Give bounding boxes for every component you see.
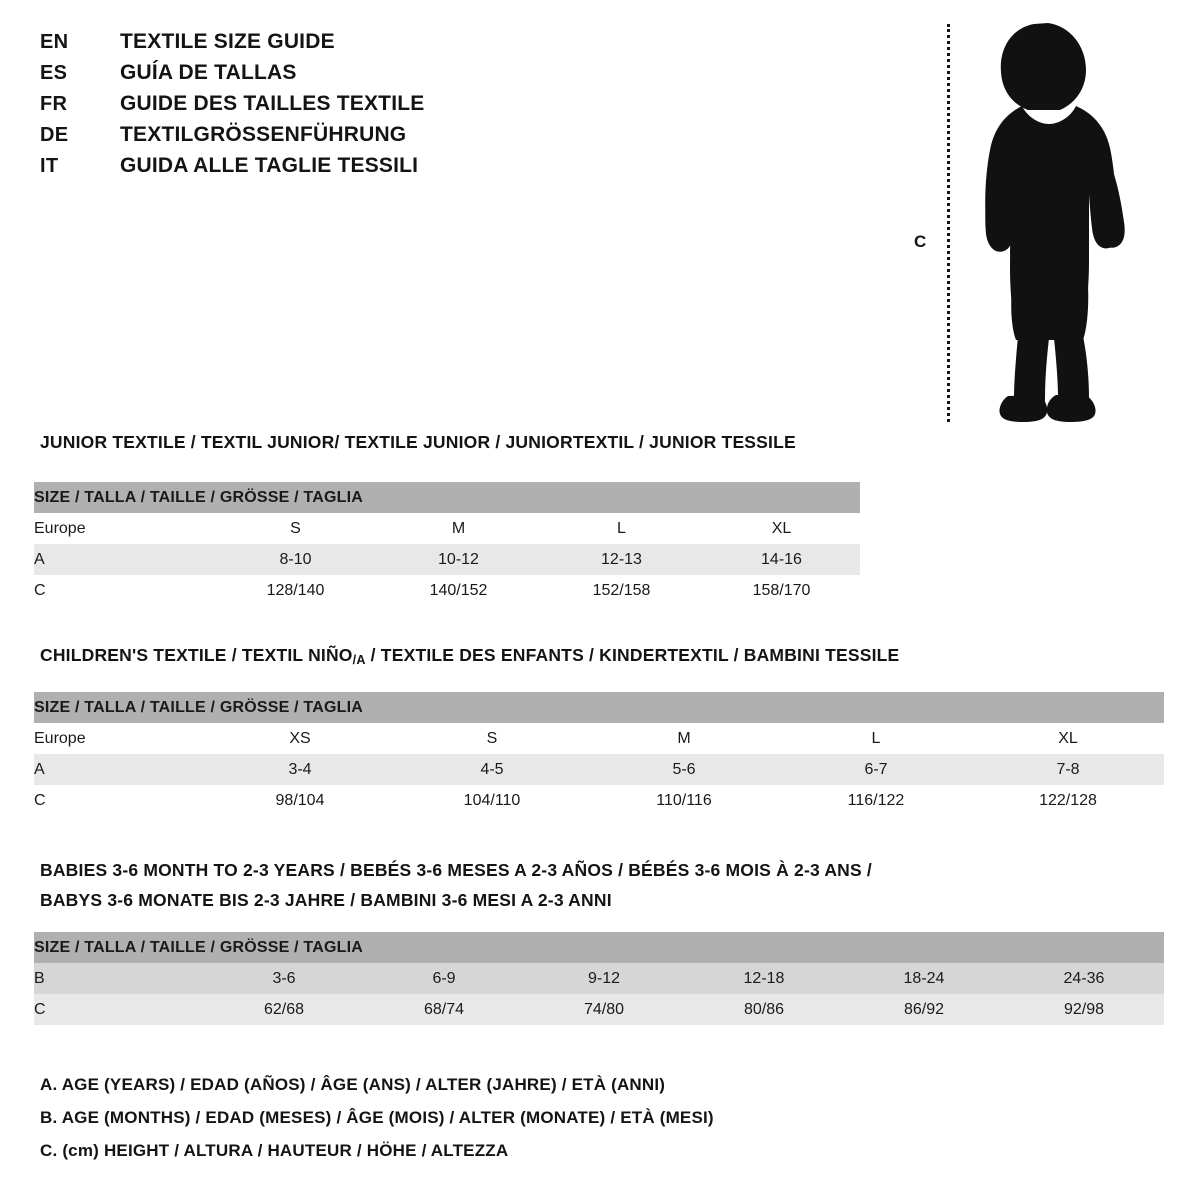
- language-title: GUÍA DE TALLAS: [120, 61, 297, 84]
- cell-value: 9-12: [524, 963, 684, 994]
- row-label: A: [34, 544, 214, 575]
- children-size-table: [34, 692, 1164, 816]
- cell-value: 116/122: [780, 785, 972, 816]
- cell-value: 7-8: [972, 754, 1164, 785]
- language-code: EN: [40, 31, 69, 53]
- babies-title-line2: BABYS 3-6 MONATE BIS 2-3 JAHRE / BAMBINI 3-6 MESI A 2-3 ANNI: [40, 890, 612, 910]
- row-label: Europe: [34, 723, 204, 754]
- cell-value: 6-9: [364, 963, 524, 994]
- row-label: B: [34, 963, 204, 994]
- cell-value: 62/68: [204, 994, 364, 1025]
- cell-value: 80/86: [684, 994, 844, 1025]
- cell-value: 14-16: [703, 544, 860, 575]
- cell-value: 5-6: [588, 754, 780, 785]
- cell-value: 92/98: [1004, 994, 1164, 1025]
- language-title: TEXTILE SIZE GUIDE: [120, 30, 335, 53]
- cell-value: 104/110: [396, 785, 588, 816]
- child-silhouette-icon: [950, 18, 1150, 428]
- cell-value: 86/92: [844, 994, 1004, 1025]
- section-title-junior: JUNIOR TEXTILE / TEXTIL JUNIOR/ TEXTILE JUNIOR / JUNIORTEXTIL / JUNIOR TESSILE: [40, 432, 796, 452]
- cell-value: 18-24: [844, 963, 1004, 994]
- cell-value: L: [780, 723, 972, 754]
- cell-value: 74/80: [524, 994, 684, 1025]
- language-code: ES: [40, 62, 68, 84]
- row-label: C: [34, 994, 204, 1025]
- table-row: [34, 963, 1164, 994]
- language-row: [40, 92, 600, 123]
- cell-value: 122/128: [972, 785, 1164, 816]
- language-title: GUIDA ALLE TAGLIE TESSILI: [120, 154, 419, 177]
- table-row: [34, 785, 1164, 816]
- language-row: [40, 30, 600, 61]
- language-code: FR: [40, 93, 68, 115]
- cell-value: XL: [972, 723, 1164, 754]
- language-title: TEXTILGRÖSSENFÜHRUNG: [120, 123, 407, 146]
- cell-value: 3-4: [204, 754, 396, 785]
- cell-value: M: [588, 723, 780, 754]
- babies-title-line1: BABIES 3-6 MONTH TO 2-3 YEARS / BEBÉS 3-6 MESES A 2-3 AÑOS / BÉBÉS 3-6 MOIS À 2-3 ANS /: [40, 860, 872, 880]
- language-code: IT: [40, 155, 59, 177]
- table-row: [34, 513, 860, 544]
- cell-value: 10-12: [377, 544, 540, 575]
- babies-band-label: SIZE / TALLA / TAILLE / GRÖSSE / TAGLIA: [34, 932, 1164, 963]
- row-label: A: [34, 754, 204, 785]
- cell-value: 4-5: [396, 754, 588, 785]
- measure-label-c: C: [914, 232, 927, 251]
- cell-value: 152/158: [540, 575, 703, 606]
- language-row: [40, 123, 600, 154]
- language-code: DE: [40, 124, 69, 146]
- language-row: [40, 61, 600, 92]
- cell-value: 140/152: [377, 575, 540, 606]
- cell-value: M: [377, 513, 540, 544]
- table-row: [34, 575, 860, 606]
- height-measure-figure: [900, 10, 1160, 430]
- table-row: [34, 754, 1164, 785]
- cell-value: 12-18: [684, 963, 844, 994]
- table-row: [34, 994, 1164, 1025]
- cell-value: XS: [204, 723, 396, 754]
- cell-value: 6-7: [780, 754, 972, 785]
- cell-value: 3-6: [204, 963, 364, 994]
- children-title-sub: /A: [352, 653, 366, 667]
- footnote-c: C. (cm) HEIGHT / ALTURA / HAUTEUR / HÖHE / ALTEZZA: [40, 1141, 509, 1160]
- cell-value: XL: [703, 513, 860, 544]
- cell-value: 158/170: [703, 575, 860, 606]
- cell-value: S: [214, 513, 377, 544]
- section-title-children: [40, 645, 899, 666]
- table-header-band: [34, 482, 860, 513]
- table-header-band: [34, 692, 1164, 723]
- cell-value: 24-36: [1004, 963, 1164, 994]
- footnote-a: A. AGE (YEARS) / EDAD (AÑOS) / ÂGE (ANS) / ALTER (JAHRE) / ETÀ (ANNI): [40, 1075, 666, 1094]
- cell-value: 12-13: [540, 544, 703, 575]
- language-row: [40, 154, 600, 185]
- cell-value: S: [396, 723, 588, 754]
- table-header-band: [34, 932, 1164, 963]
- row-label: Europe: [34, 513, 214, 544]
- row-label: C: [34, 785, 204, 816]
- cell-value: 98/104: [204, 785, 396, 816]
- cell-value: 110/116: [588, 785, 780, 816]
- language-header: [40, 30, 600, 185]
- cell-value: L: [540, 513, 703, 544]
- footnotes: [40, 1068, 1040, 1167]
- cell-value: 8-10: [214, 544, 377, 575]
- section-title-babies: [40, 855, 1040, 915]
- language-title: GUIDE DES TAILLES TEXTILE: [120, 92, 425, 115]
- children-title-suffix: / TEXTILE DES ENFANTS / KINDERTEXTIL / BAMBINI TESSILE: [365, 645, 900, 665]
- row-label: C: [34, 575, 214, 606]
- babies-size-table: [34, 932, 1164, 1025]
- junior-size-table: [34, 482, 860, 606]
- children-band-label: SIZE / TALLA / TAILLE / GRÖSSE / TAGLIA: [34, 692, 1164, 723]
- cell-value: 68/74: [364, 994, 524, 1025]
- table-row: [34, 723, 1164, 754]
- cell-value: 128/140: [214, 575, 377, 606]
- footnote-b: B. AGE (MONTHS) / EDAD (MESES) / ÂGE (MOIS) / ALTER (MONATE) / ETÀ (MESI): [40, 1108, 714, 1127]
- children-title-prefix: CHILDREN'S TEXTILE / TEXTIL NIÑO: [40, 645, 353, 665]
- table-row: [34, 544, 860, 575]
- junior-band-label: SIZE / TALLA / TAILLE / GRÖSSE / TAGLIA: [34, 482, 860, 513]
